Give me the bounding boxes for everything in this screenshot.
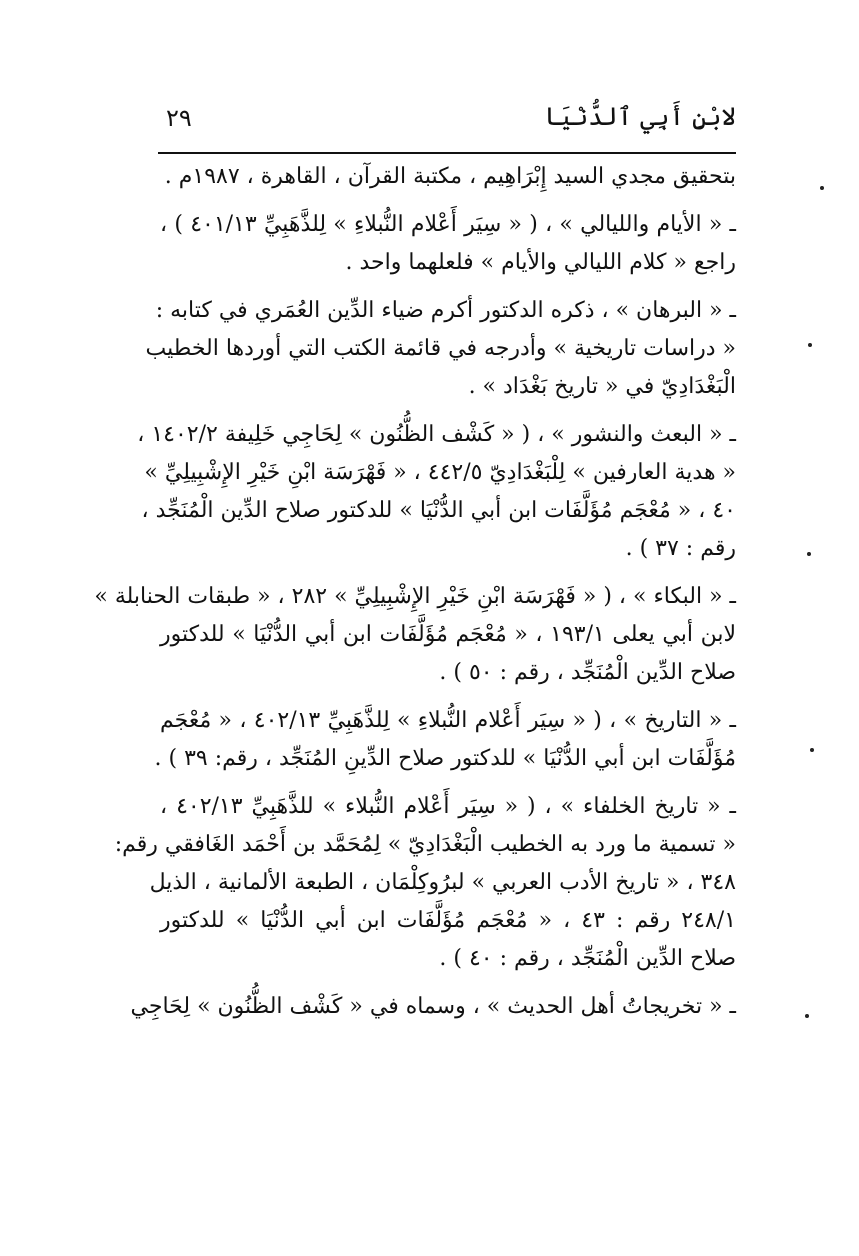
text-line: « تسمية ما ورد به الخطيب الْبَغْدَادِيّ » لِمُحَمَّد بن أَحْمَد الغَافقي رقم: <box>114 832 736 857</box>
scan-speck <box>805 1014 809 1018</box>
entry-imprint <box>160 158 736 196</box>
entry-al-burhan <box>145 292 736 406</box>
text-line: لابن أبي يعلى ١٩٣/١ ، « مُعْجَم مُؤَلَّفَات ابن أبي الدُّنْيَا » للدكتور <box>160 622 736 647</box>
scan-speck <box>808 343 812 347</box>
page-body <box>94 158 737 1026</box>
text-line: صلاح الدِّين الْمُنَجِّد ، رقم : ٥٠ ) . <box>439 660 736 685</box>
text-line: صلاح الدِّين الْمُنَجِّد ، رقم : ٤٠ ) . <box>439 946 736 971</box>
scan-speck <box>820 186 824 190</box>
text-line: ـ « تاريخ الخلفاء » ، ( « سِيَر أَعْلام النُّبلاء » للذَّهَبِيِّ ٤٠٢/١٣ ، <box>160 794 737 819</box>
running-title: لابْنِ أَبِي ٱلدُّنْيَا <box>544 102 736 131</box>
text-line: ـ « الأيام والليالي » ، ( « سِيَر أَعْلام النُّبلاءِ » لِلذَّهَبِيِّ ٤٠١/١٣ ) ، <box>160 212 736 237</box>
entry-takhrijat-ahl-al-hadith <box>130 988 736 1026</box>
text-line: ـ « البرهان » ، ذكره الدكتور أكرم ضياء الدِّين العُمَري في كتابه : <box>155 298 736 323</box>
text-line: بتحقيق مجدي السيد إِبْرَاهِيم ، مكتبة القرآن ، القاهرة ، ١٩٨٧م . <box>164 164 736 189</box>
text-line: ٤٠ ، « مُعْجَم مُؤَلَّفَات ابن أبي الدُّنْيَا » للدكتور صلاح الدِّين الْمُنَجِّد ، <box>141 498 736 523</box>
text-line: ـ « تخريجاتُ أهل الحديث » ، وسماه في « كَشْف الظُّنُون » لِحَاجِي <box>130 994 736 1019</box>
text-line: « هدية العارفين » لِلْبَغْدَادِيّ ٤٤٢/٥ ، « فَهْرَسَة ابْنِ خَيْرِ الإِشْبِيلِيِّ » <box>144 460 736 485</box>
text-line: ٣٤٨ ، « تاريخ الأدب العربي » لبرُوكِلْمَان ، الطبعة الألمانية ، الذيل <box>149 870 736 895</box>
text-line: ـ « البكاء » ، ( « فَهْرَسَة ابْنِ خَيْرِ الإِشْبِيلِيِّ » ٢٨٢ ، « طبقات الحنابلة » <box>94 584 736 609</box>
text-line: ـ « التاريخ » ، ( « سِيَر أَعْلام النُّبلاءِ » لِلذَّهَبِيِّ ٤٠٢/١٣ ، « مُعْجَم <box>160 708 736 733</box>
page-number: ٢٩ <box>166 104 192 132</box>
entry-al-buka <box>94 578 736 692</box>
text-line: الْبَغْدَادِيّ في « تاريخ بَغْدَاد » . <box>468 374 736 399</box>
text-line: ٢٤٨/١ رقم : ٤٣ ، « مُعْجَم مُؤَلَّفَات ابن أبي الدُّنْيَا » للدكتور <box>160 908 736 933</box>
entry-tarikh-al-khulafa <box>114 788 737 978</box>
page-header <box>158 96 736 154</box>
text-line: رقم : ٣٧ ) . <box>625 536 736 561</box>
text-line: مُؤَلَّفَات ابن أبي الدُّنْيَا » للدكتور صلاح الدِّينِ المُنَجِّد ، رقم: ٣٩ ) . <box>154 746 736 771</box>
entry-al-bath-wal-nushur <box>137 416 736 568</box>
text-line: راجع « كلام الليالي والأيام » فلعلهما واحد . <box>345 250 736 275</box>
text-line: « دراسات تاريخية » وأدرجه في قائمة الكتب التي أوردها الخطيب <box>145 336 736 361</box>
scan-speck <box>807 552 811 556</box>
entry-al-tarikh <box>154 702 736 778</box>
scan-speck <box>810 748 814 752</box>
entry-al-ayyam-wal-layali <box>160 206 736 282</box>
text-line: ـ « البعث والنشور » ، ( « كَشْف الظُّنُون » لِحَاجِي خَلِيفة ١٤٠٢/٢ ، <box>137 422 736 447</box>
